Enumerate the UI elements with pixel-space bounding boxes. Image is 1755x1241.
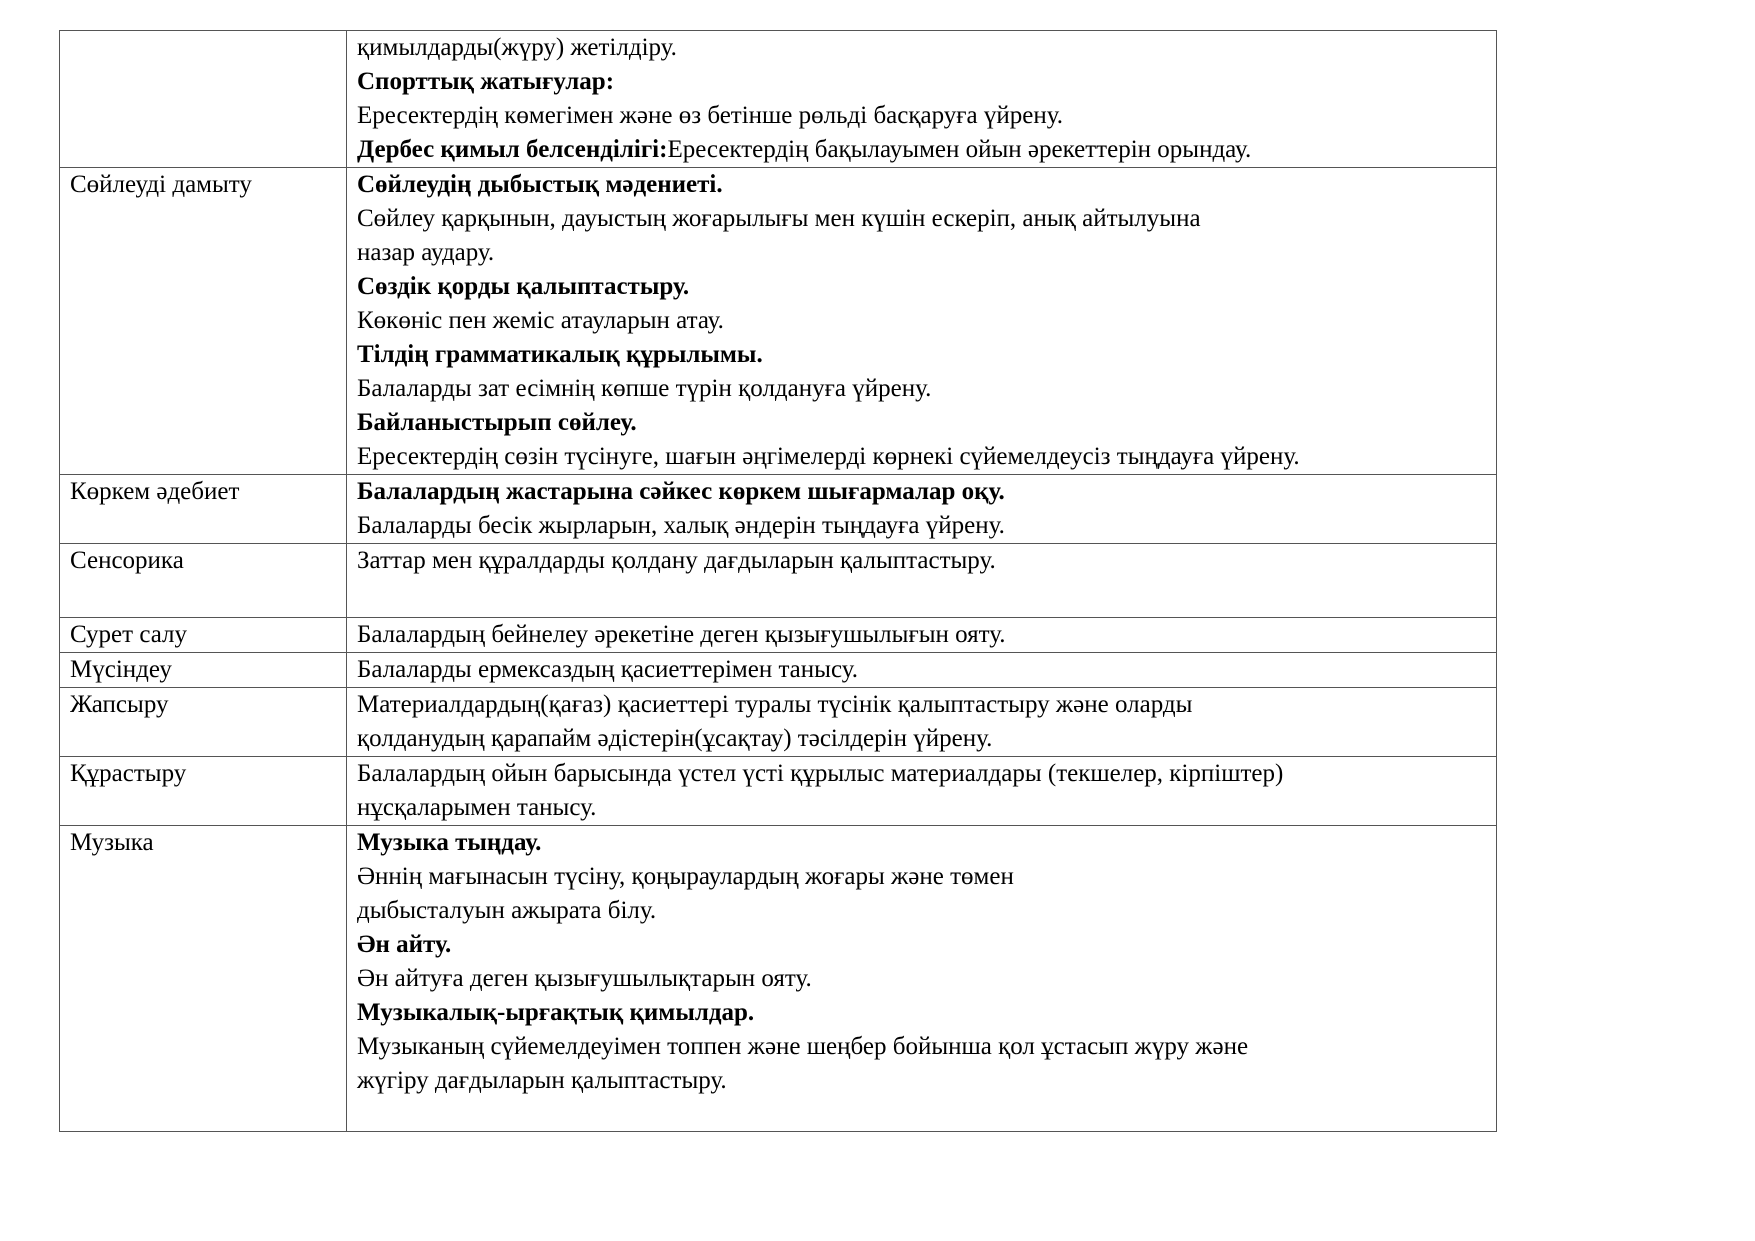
content-heading: Дербес қимыл белсенділігі: xyxy=(357,136,668,163)
content-line: Балаларды бесік жырларын, халық әндерін тыңдауға үйрену. xyxy=(357,512,1005,539)
content-cell xyxy=(347,475,1497,544)
content-text: Ересектердің бақылауымен ойын әрекеттерін орындау. xyxy=(667,136,1252,163)
content-line: қолданудың қарапайм әдістерін(ұсақтау) тәсілдерін үйрену. xyxy=(357,725,993,752)
section-cell xyxy=(60,31,347,168)
content-line: Балаларды зат есімнің көпше түрін қолдануға үйрену. xyxy=(357,375,932,402)
content-line: Балалардың ойын барысында үстел үсті құрылыс материалдары (текшелер, кірпіштер) xyxy=(357,760,1284,787)
section-cell: Сурет салу xyxy=(60,618,347,653)
content-cell xyxy=(347,544,1497,618)
content-line: Материалдардың(қағаз) қасиеттері туралы түсінік қалыптастыру және оларды xyxy=(357,691,1193,718)
content-heading: Спорттық жатығулар: xyxy=(357,68,615,95)
content-line: Заттар мен құралдарды қолдану дағдыларын қалыптастыру. xyxy=(357,547,996,574)
section-cell: Сөйлеуді дамыту xyxy=(60,168,347,475)
content-line: Ересектердің көмегімен және өз бетінше рөльді басқаруға үйрену. xyxy=(357,102,1063,129)
content-line: Балалардың бейнелеу әрекетіне деген қызығушылығын ояту. xyxy=(357,621,1006,648)
table-row xyxy=(60,826,1497,1132)
content-heading: Ән айту. xyxy=(357,931,452,958)
content-line: қимылдарды(жүру) жетілдіру. xyxy=(357,34,677,61)
content-heading: Музыкалық-ырғақтық қимылдар. xyxy=(357,999,755,1026)
table-row xyxy=(60,544,1497,618)
section-cell: Мүсіндеу xyxy=(60,653,347,688)
content-line xyxy=(357,133,1486,167)
table-row xyxy=(60,475,1497,544)
table-row xyxy=(60,168,1497,475)
content-line: Музыканың сүйемелдеуімен топпен және шеңбер бойынша қол ұстасып жүру және xyxy=(357,1033,1249,1060)
curriculum-table xyxy=(59,30,1497,1132)
content-cell xyxy=(347,653,1497,688)
table-row xyxy=(60,618,1497,653)
content-line: жүгіру дағдыларын қалыптастыру. xyxy=(357,1067,727,1094)
content-cell xyxy=(347,757,1497,826)
content-cell xyxy=(347,688,1497,757)
content-line: нұсқаларымен танысу. xyxy=(357,794,597,821)
content-heading: Сөйлеудің дыбыстық мәдениеті. xyxy=(357,171,723,198)
content-line: Ересектердің сөзін түсінуге, шағын әңгімелерді көрнекі сүйемелдеусіз тыңдауға үйрену. xyxy=(357,443,1300,470)
content-heading: Байланыстырып сөйлеу. xyxy=(357,409,637,436)
table-row xyxy=(60,757,1497,826)
table-row xyxy=(60,688,1497,757)
content-cell xyxy=(347,826,1497,1132)
section-cell: Жапсыру xyxy=(60,688,347,757)
content-line: Ән айтуға деген қызығушылықтарын ояту. xyxy=(357,965,812,992)
table-body xyxy=(60,31,1497,1132)
content-cell xyxy=(347,31,1497,168)
content-line: Балаларды ермексаздың қасиеттерімен танысу. xyxy=(357,656,858,683)
content-heading: Сөздік қорды қалыптастыру. xyxy=(357,273,690,300)
content-heading: Балалардың жастарына сәйкес көркем шығармалар оқу. xyxy=(357,478,1005,505)
section-cell: Музыка xyxy=(60,826,347,1132)
section-cell: Сенсорика xyxy=(60,544,347,618)
table-row xyxy=(60,653,1497,688)
content-heading: Тілдің грамматикалық құрылымы. xyxy=(357,341,763,368)
content-heading: Музыка тыңдау. xyxy=(357,829,542,856)
content-line: назар аудару. xyxy=(357,239,495,266)
content-line: Әннің мағынасын түсіну, қоңыраулардың жоғары және төмен xyxy=(357,863,1014,890)
section-cell: Көркем әдебиет xyxy=(60,475,347,544)
content-cell xyxy=(347,168,1497,475)
content-line: Сөйлеу қарқынын, дауыстың жоғарылығы мен күшін ескеріп, анық айтылуына xyxy=(357,205,1201,232)
content-line: дыбысталуын ажырата білу. xyxy=(357,897,657,924)
table-row xyxy=(60,31,1497,168)
section-cell: Құрастыру xyxy=(60,757,347,826)
content-cell xyxy=(347,618,1497,653)
content-line: Көкөніс пен жеміс атауларын атау. xyxy=(357,307,724,334)
